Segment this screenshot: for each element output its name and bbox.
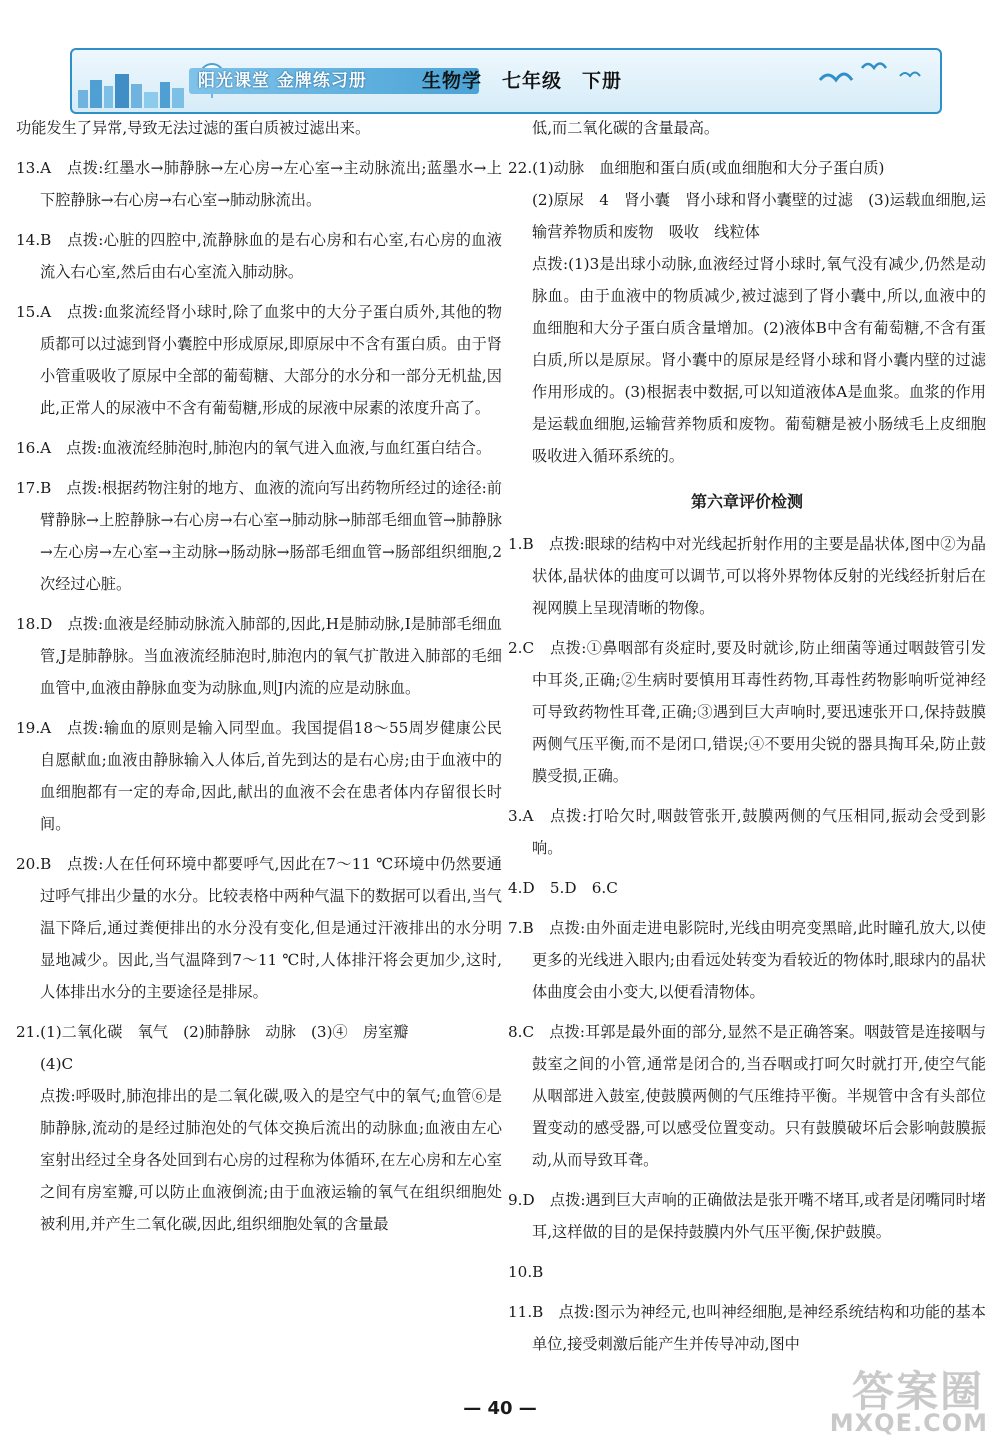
answer-item: 11.B 点拨:图示为神经元,也叫神经细胞,是神经系统结构和功能的基本单位,接受刺激后能产生并传导冲动,图中 (508, 1303, 986, 1353)
answer-item: 4.D 5.D 6.C (508, 879, 618, 897)
right-column (508, 112, 986, 1360)
answer-item: 7.B 点拨:由外面走进电影院时,光线由明亮变黑暗,此时瞳孔放大,以使更多的光线进入眼内;由看远处转变为看较近的物体时,眼球内的晶状体曲度会由小变大,以便看清物体。 (508, 919, 986, 1001)
answer-item: 16.A 点拨:血液流经肺泡时,肺泡内的氧气进入血液,与血红蛋白结合。 (16, 439, 492, 457)
answer-item: 15.A 点拨:血浆流经肾小球时,除了血浆中的大分子蛋白质外,其他的物质都可以过滤到肾小囊腔中形成原尿,即原尿中不含有蛋白质。由于肾小管重吸收了原尿中全部的葡萄糖、大部分的水分和一部分无机盐,因此,正常人的尿液中不含有葡萄糖,形成的尿液中尿素的浓度升高了。 (16, 303, 502, 417)
answer-line: 功能发生了异常,导致无法过滤的蛋白质被过滤出来。 (16, 119, 371, 137)
answer-item: 9.D 点拨:遇到巨大声响的正确做法是张开嘴不堵耳,或者是闭嘴同时堵耳,这样做的目的是保持鼓膜内外气压平衡,保护鼓膜。 (508, 1191, 986, 1241)
left-column (16, 112, 502, 1240)
answer-item: 17.B 点拨:根据药物注射的地方、血液的流向写出药物所经过的途径:前臂静脉→上腔静脉→右心房→右心室→肺动脉→肺部毛细血管→肺静脉→左心房→左心室→主动脉→肠动脉→肠部毛细血管→肠部组织细胞,2次经过心脏。 (16, 479, 502, 593)
answer-line: (2)原尿 4 肾小囊 肾小球和肾小囊壁的过滤 (3)运载血细胞,运输营养物质和废物 吸收 线粒体 (532, 191, 986, 241)
city-skyline-icon (76, 68, 186, 108)
answer-explanation: 点拨:呼吸时,肺泡排出的是二氧化碳,吸入的是空气中的氧气;血管⑥是肺静脉,流动的是经过肺泡处的气体交换后流出的动脉血;血液由左心室射出经过全身各处回到右心房的过程称为体循环,在左心房和左心室之间有房室瓣,可以防止血液倒流;由于血液运输的氧气在组织细胞处被利用,并产生二氧化碳,因此,组织细胞处氧的含量最 (40, 1087, 502, 1233)
brand-title: 阳光课堂 金牌练习册 (198, 71, 367, 91)
subject-title: 生物学 七年级 下册 (422, 70, 623, 92)
answer-item: 18.D 点拨:血液是经肺动脉流入肺部的,因此,H是肺动脉,I是肺部毛细血管,J是肺静脉。当血液流经肺泡时,肺泡内的氧气扩散进入肺部的毛细血管中,血液由静脉血变为动脉血,则J内流的应是动脉血。 (16, 615, 502, 697)
answer-line: (4)C (40, 1055, 74, 1073)
answer-item: 1.B 点拨:眼球的结构中对光线起折射作用的主要是晶状体,图中②为晶状体,晶状体的曲度可以调节,可以将外界物体反射的光线经折射后在视网膜上呈现清晰的物像。 (508, 535, 986, 617)
watermark (829, 1359, 994, 1439)
answer-item: 13.A 点拨:红墨水→肺静脉→左心房→左心室→主动脉流出;蓝墨水→上下腔静脉→右心房→右心室→肺动脉流出。 (16, 159, 502, 209)
answer-explanation: 点拨:(1)3是出球小动脉,血液经过肾小球时,氧气没有减少,仍然是动脉血。由于血液中的物质减少,被过滤到了肾小囊中,所以,血液中的血细胞和大分子蛋白质含量增加。(2)液体B中含有葡萄糖,不含有蛋白质,所以是原尿。肾小囊中的原尿是经肾小球和肾小囊内壁的过滤作用形成的。(3)根据表中数据,可以知道液体A是血浆。血浆的作用是运载血细胞,运输营养物质和废物。葡萄糖是被小肠绒毛上皮细胞吸收进入循环系统的。 (532, 255, 986, 465)
answer-item: 8.C 点拨:耳郭是最外面的部分,显然不是正确答案。咽鼓管是连接咽与鼓室之间的小管,通常是闭合的,当吞咽或打呵欠时就打开,使空气能从咽部进入鼓室,使鼓膜两侧的气压维持平衡。半规管中含有头部位置变动的感受器,可以感受位置变动。只有鼓膜破坏后会影响鼓膜振动,从而导致耳聋。 (508, 1023, 986, 1169)
answer-item: 22.(1)动脉 血细胞和蛋白质(或血细胞和大分子蛋白质) (508, 159, 885, 177)
answer-item: 2.C 点拨:①鼻咽部有炎症时,要及时就诊,防止细菌等通过咽鼓管引发中耳炎,正确;②生病时要慎用耳毒性药物,耳毒性药物影响听觉神经可导致药物性耳聋,正确;③遇到巨大声响时,要迅速张开口,保持鼓膜两侧气压平衡,而不是闭口,错误;④不要用尖锐的器具掏耳朵,防止鼓膜受损,正确。 (508, 639, 986, 785)
answer-item: 20.B 点拨:人在任何环境中都要呼气,因此在7～11 ℃环境中仍然要通过呼气排出少量的水分。比较表格中两种气温下的数据可以看出,当气温下降后,通过粪便排出的水分没有变化,但是通过汗液排出的水分明显地减少。因此,当气温降到7～11 ℃时,人体排汗将会更加少,这时,人体排出水分的主要途径是排尿。 (16, 855, 502, 1001)
answer-item: 10.B (508, 1263, 544, 1281)
section-title: 第六章评价检测 (690, 492, 803, 511)
watermark-bottom: MXQE.COM (829, 1409, 988, 1437)
header-banner (70, 48, 942, 114)
birds-icon (810, 54, 930, 94)
answer-item: 3.A 点拨:打哈欠时,咽鼓管张开,鼓膜两侧的气压相同,振动会受到影响。 (508, 807, 986, 857)
answer-item: 19.A 点拨:输血的原则是输入同型血。我国提倡18～55周岁健康公民自愿献血;血液由静脉输入人体后,首先到达的是右心房;由于血液中的血细胞都有一定的寿命,因此,献出的血液不会在患者体内存留很长时间。 (16, 719, 502, 833)
page-number: — 40 — (463, 1398, 537, 1419)
answer-item: 14.B 点拨:心脏的四腔中,流静脉血的是右心房和右心室,右心房的血液流入右心室,然后由右心室流入肺动脉。 (16, 231, 502, 281)
answer-item: 21.(1)二氧化碳 氧气 (2)肺静脉 动脉 (3)④ 房室瓣 (16, 1023, 409, 1041)
answer-line: 低,而二氧化碳的含量最高。 (532, 119, 720, 137)
watermark-top: 答案圈 (851, 1367, 984, 1416)
